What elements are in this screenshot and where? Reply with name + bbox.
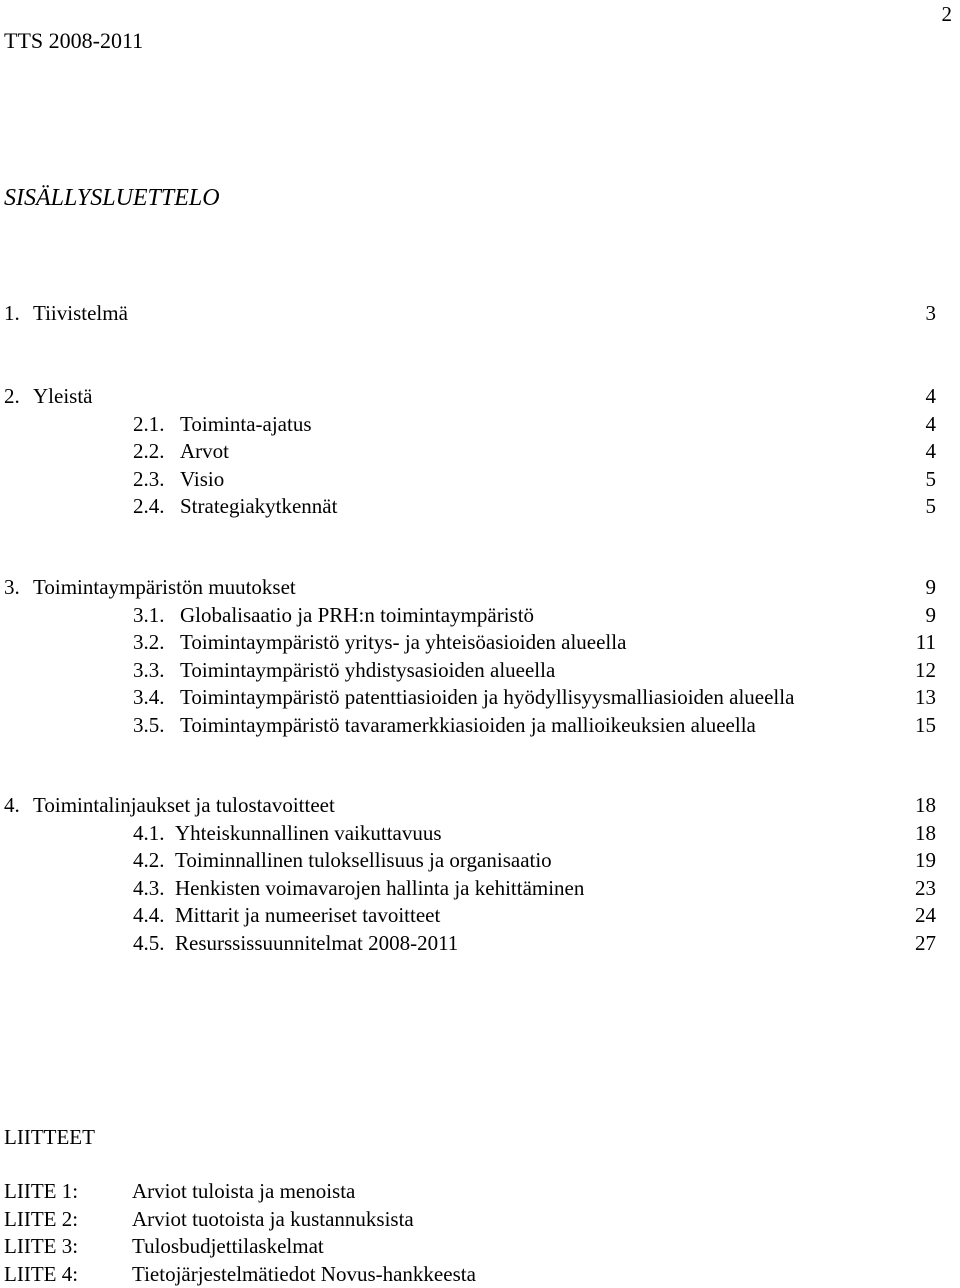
toc-entry-title: Toimintaympäristön muutokset <box>33 575 296 599</box>
toc-entry-page: 4 <box>925 384 936 408</box>
toc-subentry[interactable] <box>0 411 960 439</box>
toc-subentry-number: 3.2. <box>133 630 165 654</box>
toc-entry-number: 3. <box>4 575 20 599</box>
toc-subentry-page: 5 <box>925 466 936 491</box>
toc-subentry-page: 5 <box>925 494 936 518</box>
toc-subentry-number: 4.3. <box>133 875 165 900</box>
toc-entry[interactable] <box>0 383 960 411</box>
toc-subentry-title: Globalisaatio ja PRH:n toimintaympäristö <box>180 602 535 627</box>
appendices-list <box>0 1178 960 1288</box>
toc-subentry[interactable] <box>0 438 960 466</box>
toc-title: SISÄLLYSLUETTELO <box>4 185 220 211</box>
toc-subentry-number: 2.4. <box>133 494 165 518</box>
toc-subentry-page: 4 <box>925 439 936 463</box>
toc-subentry-number: 4.4. <box>133 903 165 927</box>
toc-subentry-number: 3.3. <box>133 657 165 682</box>
toc-entry-title: Tiivistelmä <box>33 301 128 325</box>
toc-subentry[interactable] <box>0 820 960 848</box>
toc-subentry-number: 2.1. <box>133 411 165 436</box>
toc-subentry[interactable] <box>0 930 960 958</box>
appendix-description: Tietojärjestelmätiedot Novus-hankkeesta <box>132 1261 476 1286</box>
toc-subentry[interactable] <box>0 902 960 930</box>
toc-subentry[interactable] <box>0 684 960 712</box>
toc-subentry-page: 18 <box>915 820 936 845</box>
toc-subentry-page: 4 <box>925 411 936 436</box>
appendix-label: LIITE 1: <box>4 1179 79 1203</box>
toc-subentry[interactable] <box>0 602 960 630</box>
toc-subentry-page: 15 <box>915 712 936 737</box>
toc-entry-number: 2. <box>4 384 20 408</box>
toc-entry-title: Yleistä <box>33 384 93 408</box>
toc-subentry-page: 9 <box>925 602 936 627</box>
toc-subentry-title: Arvot <box>180 439 229 463</box>
toc-subentry-title: Visio <box>180 466 225 491</box>
appendix-description: Arviot tuloista ja menoista <box>132 1179 356 1203</box>
toc-subentry-title: Toimintaympäristö patenttiasioiden ja hyödyllisyysmalliasioiden alueella <box>180 685 795 709</box>
appendix-label: LIITE 2: <box>4 1206 79 1231</box>
toc-section-1 <box>0 300 960 328</box>
toc-subentry[interactable] <box>0 847 960 875</box>
toc-subentry-title: Mittarit ja numeeriset tavoitteet <box>175 903 441 927</box>
appendix-description: Tulosbudjettilaskelmat <box>132 1234 324 1258</box>
toc-subentry-number: 4.1. <box>133 820 165 845</box>
toc-entry[interactable] <box>0 574 960 602</box>
toc-entry[interactable] <box>0 792 960 820</box>
toc-subentry-number: 2.3. <box>133 466 165 491</box>
appendix-item[interactable] <box>0 1261 960 1288</box>
toc-section-4 <box>0 792 960 957</box>
toc-subentry-page: 19 <box>915 848 936 872</box>
toc-subentry[interactable] <box>0 657 960 685</box>
toc-section-3 <box>0 574 960 739</box>
appendix-item[interactable] <box>0 1178 960 1206</box>
toc-subentry-title: Toiminta-ajatus <box>180 411 312 436</box>
toc-entry-title: Toimintalinjaukset ja tulostavoitteet <box>33 793 335 817</box>
toc-subentry-number: 4.5. <box>133 930 165 955</box>
toc-subentry-title: Yhteiskunnallinen vaikuttavuus <box>175 820 442 845</box>
appendix-label: LIITE 3: <box>4 1234 79 1258</box>
toc-subentry-title: Resurssissuunnitelmat 2008-2011 <box>175 930 459 955</box>
toc-subentry[interactable] <box>0 493 960 521</box>
toc-subentry[interactable] <box>0 466 960 494</box>
toc-subentry-number: 2.2. <box>133 439 165 463</box>
page-number: 2 <box>941 2 952 26</box>
toc-subentry[interactable] <box>0 712 960 740</box>
toc-subentry[interactable] <box>0 629 960 657</box>
toc-entry-number: 1. <box>4 301 20 325</box>
appendix-item[interactable] <box>0 1233 960 1261</box>
toc-section-2 <box>0 383 960 521</box>
toc-subentry-title: Toimintaympäristö tavaramerkkiasioiden ja mallioikeuksien alueella <box>180 712 756 737</box>
appendix-label: LIITE 4: <box>4 1261 79 1286</box>
toc-subentry-number: 3.4. <box>133 685 165 709</box>
toc-entry-page: 18 <box>915 793 936 817</box>
appendices-title: LIITTEET <box>4 1125 95 1149</box>
toc-subentry[interactable] <box>0 875 960 903</box>
toc-subentry-page: 23 <box>915 875 936 900</box>
appendix-item[interactable] <box>0 1206 960 1234</box>
toc-subentry-title: Henkisten voimavarojen hallinta ja kehittäminen <box>175 875 585 900</box>
toc-subentry-page: 27 <box>915 930 936 955</box>
appendix-description: Arviot tuotoista ja kustannuksista <box>132 1206 414 1231</box>
toc-subentry-page: 24 <box>915 903 936 927</box>
toc-subentry-page: 11 <box>915 630 936 654</box>
toc-subentry-number: 4.2. <box>133 848 165 872</box>
toc-entry-page: 3 <box>925 301 936 325</box>
toc-subentry-title: Toimintaympäristö yhdistysasioiden alueella <box>180 657 556 682</box>
document-header: TTS 2008-2011 <box>4 28 144 53</box>
toc-subentry-number: 3.5. <box>133 712 165 737</box>
toc-subentry-number: 3.1. <box>133 602 165 627</box>
toc-entry[interactable] <box>0 300 960 328</box>
toc-entry-number: 4. <box>4 793 20 817</box>
toc-subentry-title: Strategiakytkennät <box>180 494 338 518</box>
toc-subentry-title: Toiminnallinen tuloksellisuus ja organisaatio <box>175 848 552 872</box>
toc-entry-page: 9 <box>925 575 936 599</box>
toc-subentry-title: Toimintaympäristö yritys- ja yhteisöasioiden alueella <box>180 630 627 654</box>
toc-subentry-page: 13 <box>915 685 936 709</box>
toc-subentry-page: 12 <box>915 657 936 682</box>
